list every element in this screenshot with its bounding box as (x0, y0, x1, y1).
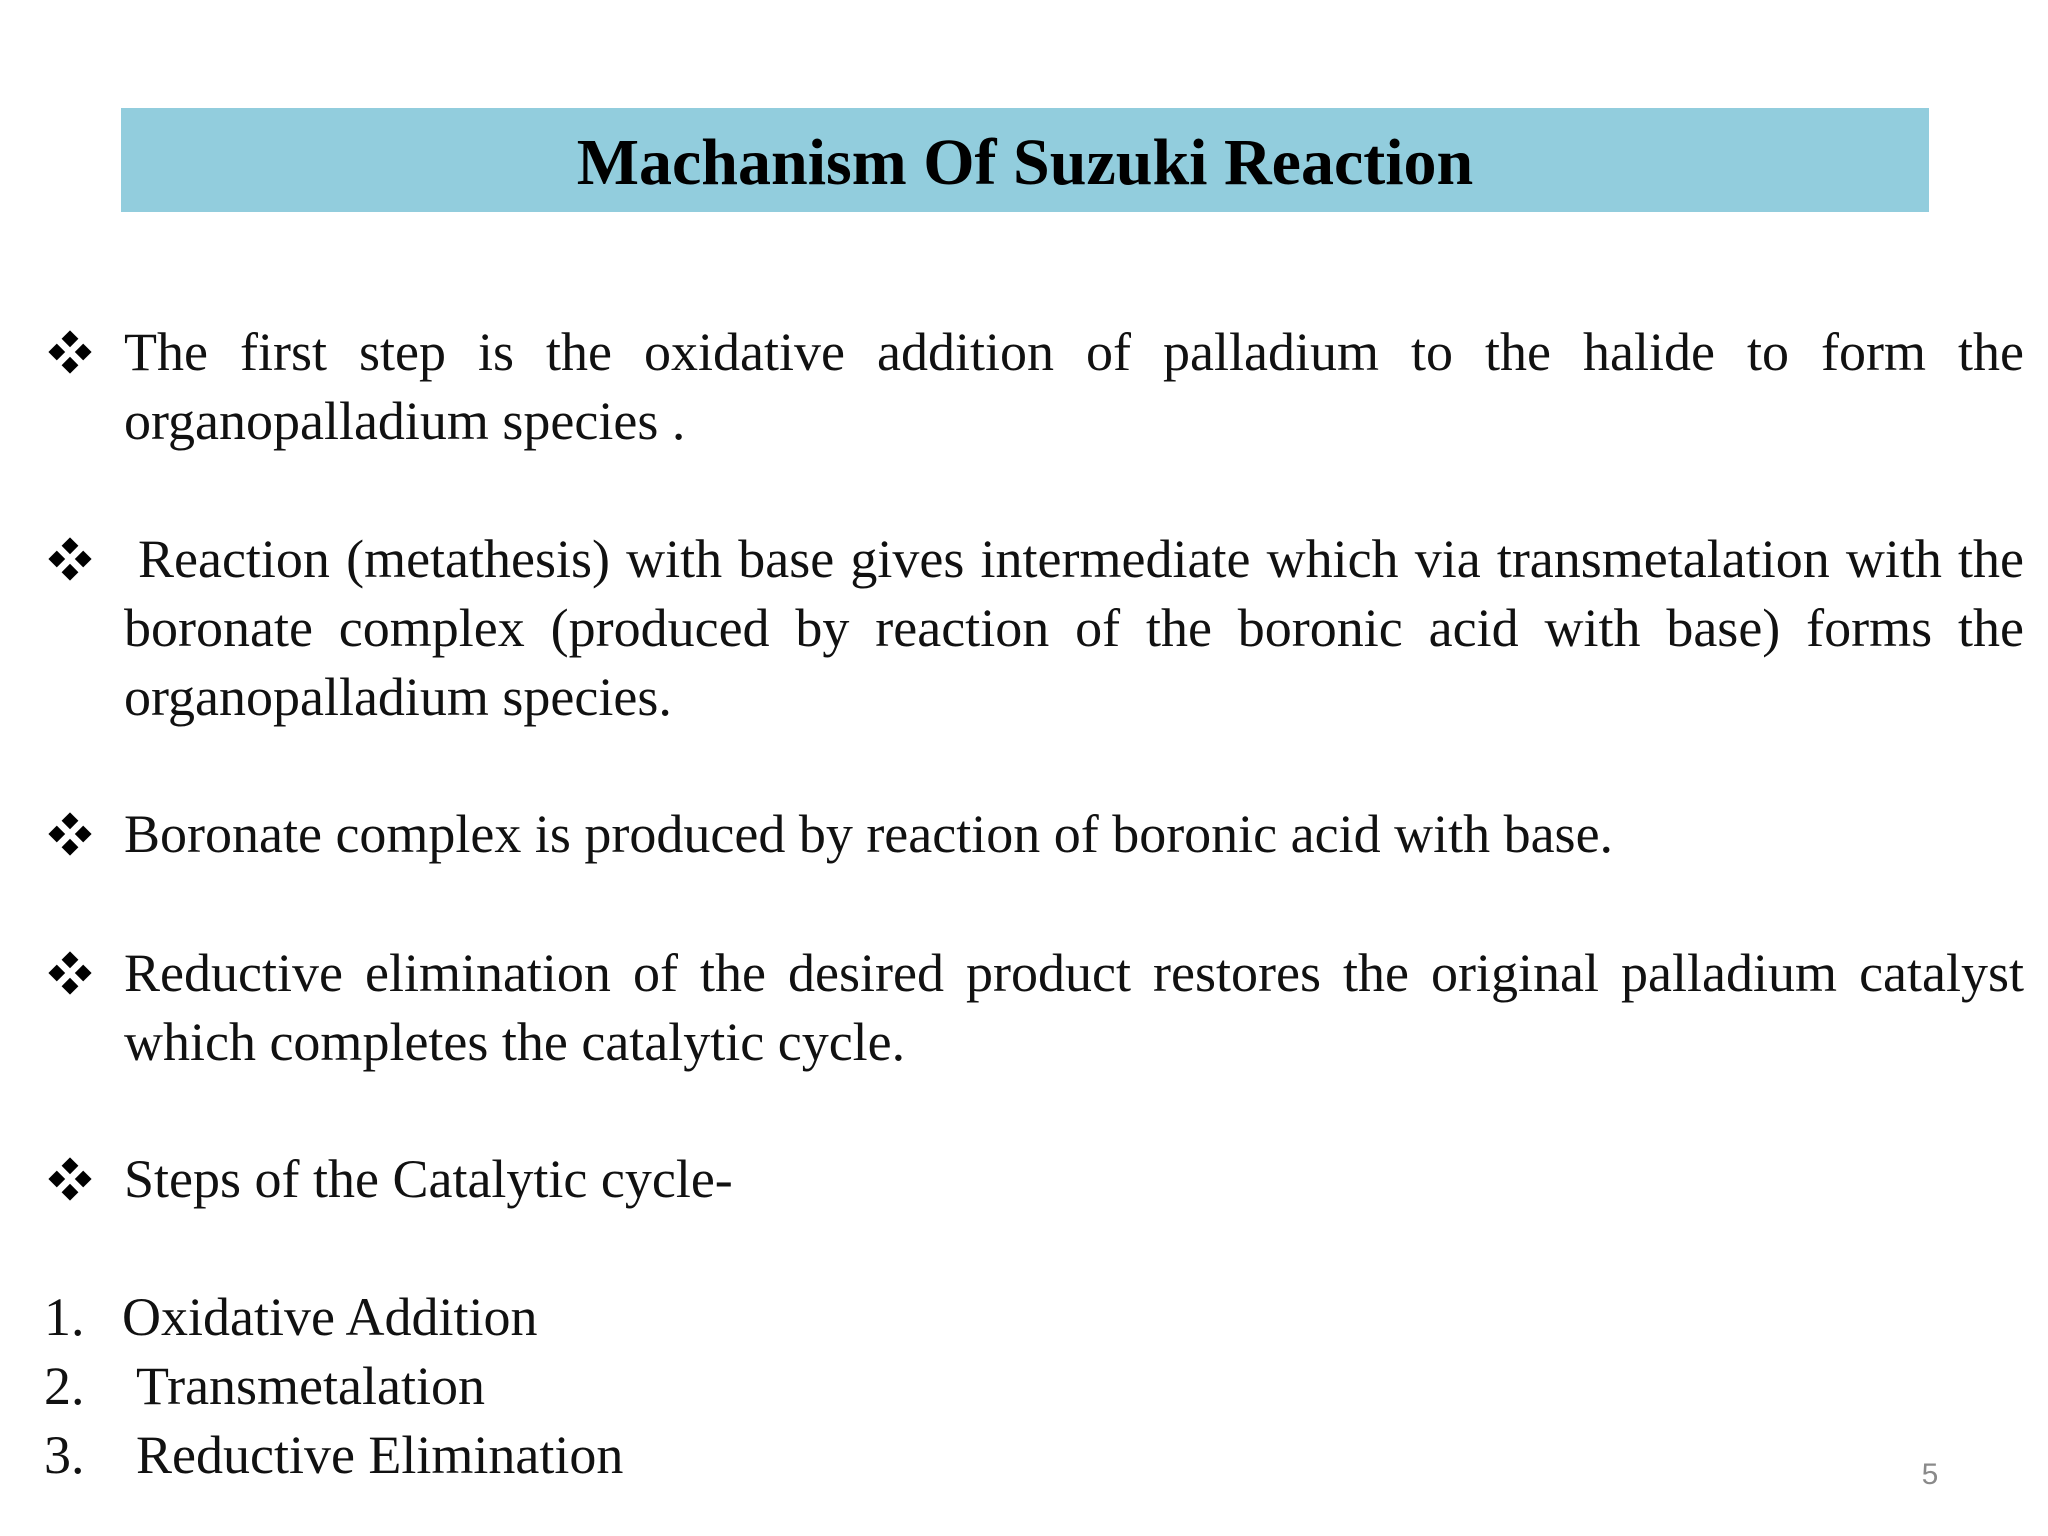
bullet-text: Boronate complex is produced by reaction of boronic acid with base. (124, 804, 1614, 864)
step-number: 3. (44, 1425, 85, 1485)
four-diamond-bullet-icon (46, 810, 94, 858)
four-diamond-bullet-icon (46, 328, 94, 376)
step-number: 1. (44, 1287, 85, 1347)
step-label: Transmetalation (136, 1356, 485, 1416)
bullet-text: Reaction (metathesis) with base gives intermediate which via transmetalation with the boronate complex (produced by reaction of the boronic acid with base) forms the organopalladium species. (124, 529, 2024, 727)
step-number: 2. (44, 1356, 85, 1416)
bullet-text: Reductive elimination of the desired product restores the original palladium catalyst which completes the catalytic cycle. (124, 943, 2024, 1072)
bullet-text: Steps of the Catalytic cycle- (124, 1149, 733, 1209)
title-bar (121, 108, 1929, 212)
four-diamond-bullet-icon (46, 535, 94, 583)
four-diamond-bullet-icon (46, 1155, 94, 1203)
step-label: Oxidative Addition (122, 1287, 538, 1347)
bullet-text: The first step is the oxidative addition of palladium to the halide to form the organopalladium species . (124, 322, 2024, 451)
slide-title: Machanism Of Suzuki Reaction (576, 126, 1474, 199)
four-diamond-bullet-icon (46, 949, 94, 997)
step-label: Reductive Elimination (136, 1425, 624, 1485)
page-number: 5 (1921, 1458, 1939, 1491)
